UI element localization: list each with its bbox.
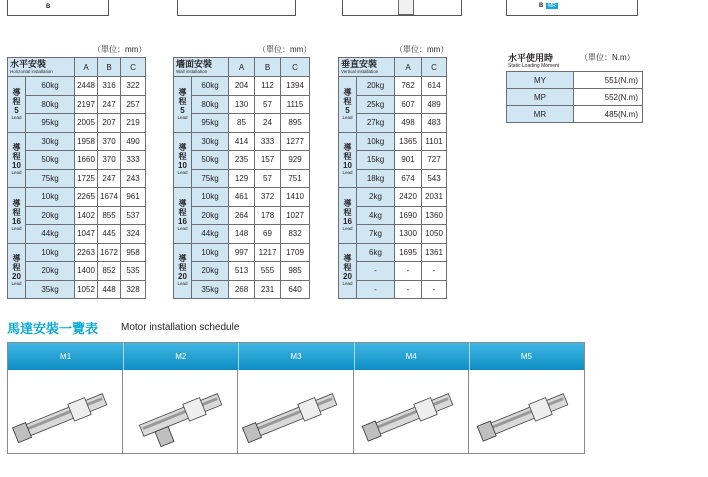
table-row bbox=[8, 95, 146, 114]
lead-label-char: 16 bbox=[12, 216, 21, 226]
lead-group-label bbox=[339, 77, 357, 133]
load-cell: 75kg bbox=[192, 169, 229, 188]
value-cell: 2031 bbox=[422, 188, 447, 207]
vertical-installation-table bbox=[338, 57, 447, 299]
motor-actuator-drawing bbox=[123, 370, 238, 453]
table-row bbox=[174, 114, 310, 133]
table-title-zh: 水平安裝 bbox=[10, 58, 47, 69]
lead-label-char: 程 bbox=[178, 152, 187, 162]
top-frame-middle bbox=[177, 0, 296, 16]
value-cell: - bbox=[422, 262, 447, 281]
top-frame-right bbox=[506, 0, 638, 16]
static-load-row bbox=[507, 72, 643, 89]
value-cell: 483 bbox=[422, 114, 447, 133]
value-cell: 247 bbox=[98, 169, 121, 188]
motor-cell-m5 bbox=[469, 370, 584, 453]
value-cell: 1365 bbox=[395, 132, 422, 151]
top-frame-right-center bbox=[342, 0, 462, 16]
value-cell: 1361 bbox=[422, 243, 447, 262]
value-cell: 1958 bbox=[75, 132, 98, 151]
unit-label-vertical: （單位：mm） bbox=[395, 45, 449, 54]
lead-label-char: 程 bbox=[178, 207, 187, 217]
value-cell: 1300 bbox=[395, 225, 422, 244]
lead-group-label bbox=[8, 188, 26, 244]
value-cell: 57 bbox=[255, 95, 281, 114]
value-cell: 537 bbox=[121, 206, 146, 225]
table-title-zh: 垂直安裝 bbox=[341, 58, 378, 69]
table-row bbox=[339, 243, 447, 262]
lead-label-en: Lead bbox=[342, 114, 353, 120]
value-cell: 268 bbox=[229, 280, 255, 299]
lead-group-label bbox=[174, 188, 192, 244]
value-cell: 448 bbox=[98, 280, 121, 299]
lead-label-en: Lead bbox=[177, 114, 188, 120]
value-cell: 328 bbox=[121, 280, 146, 299]
table-title-cell bbox=[339, 58, 395, 77]
load-cell: 20kg bbox=[192, 262, 229, 281]
load-cell: 18kg bbox=[357, 169, 395, 188]
value-cell: 178 bbox=[255, 206, 281, 225]
motor-schedule-panel bbox=[7, 342, 585, 454]
value-cell: 832 bbox=[281, 225, 310, 244]
table-row bbox=[8, 225, 146, 244]
load-cell: 60kg bbox=[26, 77, 75, 96]
value-cell: 2448 bbox=[75, 77, 98, 96]
lead-label-char: 程 bbox=[343, 152, 352, 162]
table-row bbox=[174, 95, 310, 114]
value-cell: 513 bbox=[229, 262, 255, 281]
motor-actuator-drawing bbox=[238, 370, 353, 453]
motor-actuator-drawing bbox=[354, 370, 469, 453]
load-cell: - bbox=[357, 280, 395, 299]
header-divider bbox=[354, 343, 355, 370]
table-row bbox=[174, 77, 310, 96]
value-cell: 1052 bbox=[75, 280, 98, 299]
lead-group-label bbox=[339, 188, 357, 244]
wall-installation-table bbox=[173, 57, 310, 299]
actuator-rail bbox=[373, 397, 448, 430]
load-cell: 27kg bbox=[357, 114, 395, 133]
value-cell: 543 bbox=[422, 169, 447, 188]
value-cell: 2265 bbox=[75, 188, 98, 207]
top-label-b: B bbox=[46, 4, 51, 10]
table-row bbox=[8, 188, 146, 207]
lead-group-label bbox=[8, 77, 26, 133]
value-cell: - bbox=[395, 262, 422, 281]
table-title-en: Vertical installation bbox=[341, 68, 379, 74]
table-header-row bbox=[8, 58, 146, 77]
column-header-c: C bbox=[281, 58, 310, 77]
lead-label-char: 程 bbox=[12, 207, 21, 217]
load-cell: 20kg bbox=[26, 206, 75, 225]
value-cell: 1695 bbox=[395, 243, 422, 262]
lead-label-char: 導 bbox=[343, 198, 352, 208]
lead-label-char: 10 bbox=[12, 161, 21, 171]
lead-label-char: 導 bbox=[343, 143, 352, 153]
lead-label-char: 導 bbox=[178, 87, 187, 97]
lead-label-char: 20 bbox=[12, 272, 21, 282]
table-title-en: Horizontal installation bbox=[10, 68, 53, 74]
load-cell: 6kg bbox=[357, 243, 395, 262]
lead-group-label bbox=[8, 132, 26, 188]
column-header-a: A bbox=[229, 58, 255, 77]
load-cell: - bbox=[357, 262, 395, 281]
value-cell: 490 bbox=[121, 132, 146, 151]
column-header-c: C bbox=[422, 58, 447, 77]
moment-name: MP bbox=[507, 89, 574, 106]
table-row bbox=[174, 151, 310, 170]
horizontal-installation-table bbox=[7, 57, 146, 299]
motor-cell-m4 bbox=[354, 370, 469, 453]
static-load-row bbox=[507, 89, 643, 106]
load-cell: 50kg bbox=[26, 151, 75, 170]
lead-group-label bbox=[339, 243, 357, 299]
load-cell: 75kg bbox=[26, 169, 75, 188]
lead-label-en: Lead bbox=[342, 225, 353, 231]
static-load-row bbox=[507, 106, 643, 123]
lead-label-char: 10 bbox=[178, 161, 187, 171]
lead-label-char: 程 bbox=[12, 152, 21, 162]
lead-label-en: Lead bbox=[11, 170, 22, 176]
value-cell: 130 bbox=[229, 95, 255, 114]
moment-value: 552(N.m) bbox=[574, 89, 643, 106]
value-cell: 129 bbox=[229, 169, 255, 188]
value-cell: 445 bbox=[98, 225, 121, 244]
value-cell: 2005 bbox=[75, 114, 98, 133]
value-cell: 322 bbox=[121, 77, 146, 96]
value-cell: 1115 bbox=[281, 95, 310, 114]
value-cell: 231 bbox=[255, 280, 281, 299]
schedule-header-bar bbox=[8, 343, 584, 370]
value-cell: 997 bbox=[229, 243, 255, 262]
value-cell: 207 bbox=[98, 114, 121, 133]
table-row bbox=[174, 188, 310, 207]
load-cell: 10kg bbox=[357, 132, 395, 151]
value-cell: 855 bbox=[98, 206, 121, 225]
actuator-body bbox=[140, 394, 222, 437]
lead-label-char: 程 bbox=[178, 96, 187, 106]
motor-header-m3: M3 bbox=[290, 352, 302, 361]
value-cell: 57 bbox=[255, 169, 281, 188]
value-cell: 555 bbox=[255, 262, 281, 281]
top-part-sketch bbox=[398, 0, 414, 15]
value-cell: 958 bbox=[121, 243, 146, 262]
value-cell: 1690 bbox=[395, 206, 422, 225]
value-cell: 219 bbox=[121, 114, 146, 133]
load-cell: 10kg bbox=[192, 243, 229, 262]
lead-label-en: Lead bbox=[11, 281, 22, 287]
load-cell: 44kg bbox=[26, 225, 75, 244]
value-cell: 929 bbox=[281, 151, 310, 170]
lead-label-en: Lead bbox=[177, 170, 188, 176]
table-title-cell bbox=[8, 58, 75, 77]
static-load-unit: （單位：N.m） bbox=[580, 53, 635, 62]
lead-label-char: 程 bbox=[343, 96, 352, 106]
lead-label-char: 程 bbox=[343, 263, 352, 273]
lead-label-en: Lead bbox=[342, 170, 353, 176]
unit-label-wall: （單位：mm） bbox=[258, 45, 312, 54]
value-cell: 895 bbox=[281, 114, 310, 133]
value-cell: 751 bbox=[281, 169, 310, 188]
value-cell: 1277 bbox=[281, 132, 310, 151]
actuator-rail bbox=[488, 397, 563, 430]
static-load-title: 水平使用時 bbox=[508, 53, 554, 63]
value-cell: 204 bbox=[229, 77, 255, 96]
schedule-title-en: Motor installation schedule bbox=[121, 322, 240, 333]
value-cell: 324 bbox=[121, 225, 146, 244]
load-cell: 20kg bbox=[26, 262, 75, 281]
value-cell: 1410 bbox=[281, 188, 310, 207]
load-cell: 50kg bbox=[192, 151, 229, 170]
value-cell: 985 bbox=[281, 262, 310, 281]
moment-value: 551(N.m) bbox=[574, 72, 643, 89]
moment-name: MR bbox=[507, 106, 574, 123]
column-header-a: A bbox=[395, 58, 422, 77]
lead-label-char: 導 bbox=[178, 143, 187, 153]
table-row bbox=[339, 188, 447, 207]
table-header-row bbox=[174, 58, 310, 77]
value-cell: 1360 bbox=[422, 206, 447, 225]
value-cell: 333 bbox=[121, 151, 146, 170]
lead-group-label bbox=[174, 132, 192, 188]
motor-cell-m1 bbox=[8, 370, 123, 453]
load-cell: 20kg bbox=[357, 77, 395, 96]
value-cell: 1674 bbox=[98, 188, 121, 207]
load-cell: 20kg bbox=[192, 206, 229, 225]
load-cell: 44kg bbox=[192, 225, 229, 244]
load-cell: 35kg bbox=[26, 280, 75, 299]
value-cell: 257 bbox=[121, 95, 146, 114]
table-row bbox=[8, 280, 146, 299]
load-cell: 10kg bbox=[26, 243, 75, 262]
value-cell: 1672 bbox=[98, 243, 121, 262]
value-cell: 112 bbox=[255, 77, 281, 96]
table-title-en: Wall installation bbox=[176, 68, 208, 74]
actuator-rail bbox=[143, 397, 218, 430]
value-cell: 157 bbox=[255, 151, 281, 170]
load-cell: 35kg bbox=[192, 280, 229, 299]
table-row bbox=[174, 132, 310, 151]
actuator-rail bbox=[27, 397, 102, 430]
value-cell: 24 bbox=[255, 114, 281, 133]
lead-label-en: Lead bbox=[11, 114, 22, 120]
table-row bbox=[174, 243, 310, 262]
value-cell: 414 bbox=[229, 132, 255, 151]
lead-group-label bbox=[339, 132, 357, 188]
value-cell: 264 bbox=[229, 206, 255, 225]
motor-actuator-drawing bbox=[469, 370, 584, 453]
value-cell: 69 bbox=[255, 225, 281, 244]
table-row bbox=[8, 77, 146, 96]
lead-label-en: Lead bbox=[177, 225, 188, 231]
value-cell: 1050 bbox=[422, 225, 447, 244]
moment-value: 485(N.m) bbox=[574, 106, 643, 123]
value-cell: 674 bbox=[395, 169, 422, 188]
lead-label-char: 5 bbox=[180, 105, 185, 115]
value-cell: 535 bbox=[121, 262, 146, 281]
static-load-en: Static Loading Moment bbox=[508, 63, 560, 69]
value-cell: 1725 bbox=[75, 169, 98, 188]
column-header-b: B bbox=[98, 58, 121, 77]
lead-label-char: 16 bbox=[343, 216, 352, 226]
load-cell: 4kg bbox=[357, 206, 395, 225]
lead-label-char: 程 bbox=[12, 96, 21, 106]
load-cell: 15kg bbox=[357, 151, 395, 170]
value-cell: 370 bbox=[98, 151, 121, 170]
value-cell: 961 bbox=[121, 188, 146, 207]
column-header-b: B bbox=[255, 58, 281, 77]
table-title-cell bbox=[174, 58, 229, 77]
value-cell: 2420 bbox=[395, 188, 422, 207]
value-cell: 762 bbox=[395, 77, 422, 96]
load-cell: 95kg bbox=[26, 114, 75, 133]
lead-label-char: 20 bbox=[178, 272, 187, 282]
load-cell: 60kg bbox=[192, 77, 229, 96]
value-cell: 316 bbox=[98, 77, 121, 96]
lead-label-char: 導 bbox=[178, 254, 187, 264]
motor-actuator-drawing bbox=[8, 370, 123, 453]
load-cell: 80kg bbox=[192, 95, 229, 114]
lead-label-char: 導 bbox=[12, 254, 21, 264]
value-cell: 370 bbox=[98, 132, 121, 151]
lead-group-label bbox=[174, 77, 192, 133]
load-cell: 80kg bbox=[26, 95, 75, 114]
value-cell: 2197 bbox=[75, 95, 98, 114]
value-cell: 1660 bbox=[75, 151, 98, 170]
lead-label-en: Lead bbox=[177, 281, 188, 287]
column-header-a: A bbox=[75, 58, 98, 77]
motor-cell-m3 bbox=[238, 370, 353, 453]
load-cell: 2kg bbox=[357, 188, 395, 207]
value-cell: 498 bbox=[395, 114, 422, 133]
moment-name: MY bbox=[507, 72, 574, 89]
table-row bbox=[339, 77, 447, 96]
table-row bbox=[8, 243, 146, 262]
value-cell: 901 bbox=[395, 151, 422, 170]
value-cell: 148 bbox=[229, 225, 255, 244]
load-cell: 25kg bbox=[357, 95, 395, 114]
table-row bbox=[174, 206, 310, 225]
lead-label-char: 導 bbox=[12, 143, 21, 153]
load-cell: 10kg bbox=[26, 188, 75, 207]
lead-label-char: 導 bbox=[343, 254, 352, 264]
load-cell: 95kg bbox=[192, 114, 229, 133]
value-cell: 333 bbox=[255, 132, 281, 151]
actuator-body bbox=[370, 394, 452, 437]
lead-label-char: 導 bbox=[12, 198, 21, 208]
table-title-zh: 墻面安裝 bbox=[176, 58, 213, 69]
value-cell: 489 bbox=[422, 95, 447, 114]
value-cell: 235 bbox=[229, 151, 255, 170]
value-cell: 2263 bbox=[75, 243, 98, 262]
table-row bbox=[174, 169, 310, 188]
lead-label-char: 導 bbox=[178, 198, 187, 208]
lead-label-char: 程 bbox=[12, 263, 21, 273]
table-row bbox=[339, 132, 447, 151]
lead-label-char: 16 bbox=[178, 216, 187, 226]
lead-label-char: 導 bbox=[12, 87, 21, 97]
load-cell: 30kg bbox=[26, 132, 75, 151]
motor-header-m1: M1 bbox=[60, 352, 72, 361]
value-cell: 461 bbox=[229, 188, 255, 207]
table-row bbox=[8, 132, 146, 151]
value-cell: 852 bbox=[98, 262, 121, 281]
lead-group-label bbox=[8, 243, 26, 299]
column-header-c: C bbox=[121, 58, 146, 77]
value-cell: 1709 bbox=[281, 243, 310, 262]
load-cell: 30kg bbox=[192, 132, 229, 151]
value-cell: 1047 bbox=[75, 225, 98, 244]
table-row bbox=[8, 262, 146, 281]
lead-label-char: 5 bbox=[14, 105, 19, 115]
value-cell: - bbox=[395, 280, 422, 299]
value-cell: 1402 bbox=[75, 206, 98, 225]
actuator-rail bbox=[258, 397, 333, 430]
value-cell: 640 bbox=[281, 280, 310, 299]
lead-label-en: Lead bbox=[11, 225, 22, 231]
header-divider bbox=[469, 343, 470, 370]
unit-label-horizontal: （單位：mm） bbox=[93, 45, 147, 54]
value-cell: 614 bbox=[422, 77, 447, 96]
value-cell: 1101 bbox=[422, 132, 447, 151]
motor-header-m2: M2 bbox=[175, 352, 187, 361]
table-row bbox=[8, 114, 146, 133]
motor-header-m4: M4 bbox=[405, 352, 417, 361]
value-cell: 1394 bbox=[281, 77, 310, 96]
value-cell: 85 bbox=[229, 114, 255, 133]
value-cell: 243 bbox=[121, 169, 146, 188]
table-row bbox=[8, 206, 146, 225]
value-cell: 727 bbox=[422, 151, 447, 170]
lead-label-char: 5 bbox=[345, 105, 350, 115]
table-row bbox=[8, 151, 146, 170]
mr-badge: MR bbox=[548, 3, 556, 9]
value-cell: - bbox=[422, 280, 447, 299]
value-cell: 1400 bbox=[75, 262, 98, 281]
top-label-b-right: B bbox=[539, 3, 544, 9]
header-divider bbox=[123, 343, 124, 370]
static-load-table bbox=[506, 71, 643, 123]
value-cell: 372 bbox=[255, 188, 281, 207]
motor-cell-m2 bbox=[123, 370, 238, 453]
lead-label-en: Lead bbox=[342, 281, 353, 287]
lead-label-char: 程 bbox=[178, 263, 187, 273]
table-row bbox=[174, 280, 310, 299]
value-cell: 607 bbox=[395, 95, 422, 114]
table-row bbox=[8, 169, 146, 188]
lead-label-char: 10 bbox=[343, 161, 352, 171]
lead-group-label bbox=[174, 243, 192, 299]
schedule-title: 馬達安裝一覽表 bbox=[7, 321, 99, 336]
value-cell: 1217 bbox=[255, 243, 281, 262]
header-divider bbox=[238, 343, 239, 370]
table-row bbox=[174, 225, 310, 244]
lead-label-char: 20 bbox=[343, 272, 352, 282]
load-cell: 10kg bbox=[192, 188, 229, 207]
motor-header-m5: M5 bbox=[520, 352, 532, 361]
value-cell: 247 bbox=[98, 95, 121, 114]
actuator-body bbox=[255, 394, 337, 437]
lead-label-char: 程 bbox=[343, 207, 352, 217]
table-header-row bbox=[339, 58, 447, 77]
value-cell: 1027 bbox=[281, 206, 310, 225]
top-frame-left bbox=[7, 0, 109, 16]
load-cell: 7kg bbox=[357, 225, 395, 244]
lead-label-char: 導 bbox=[343, 87, 352, 97]
table-row bbox=[174, 262, 310, 281]
